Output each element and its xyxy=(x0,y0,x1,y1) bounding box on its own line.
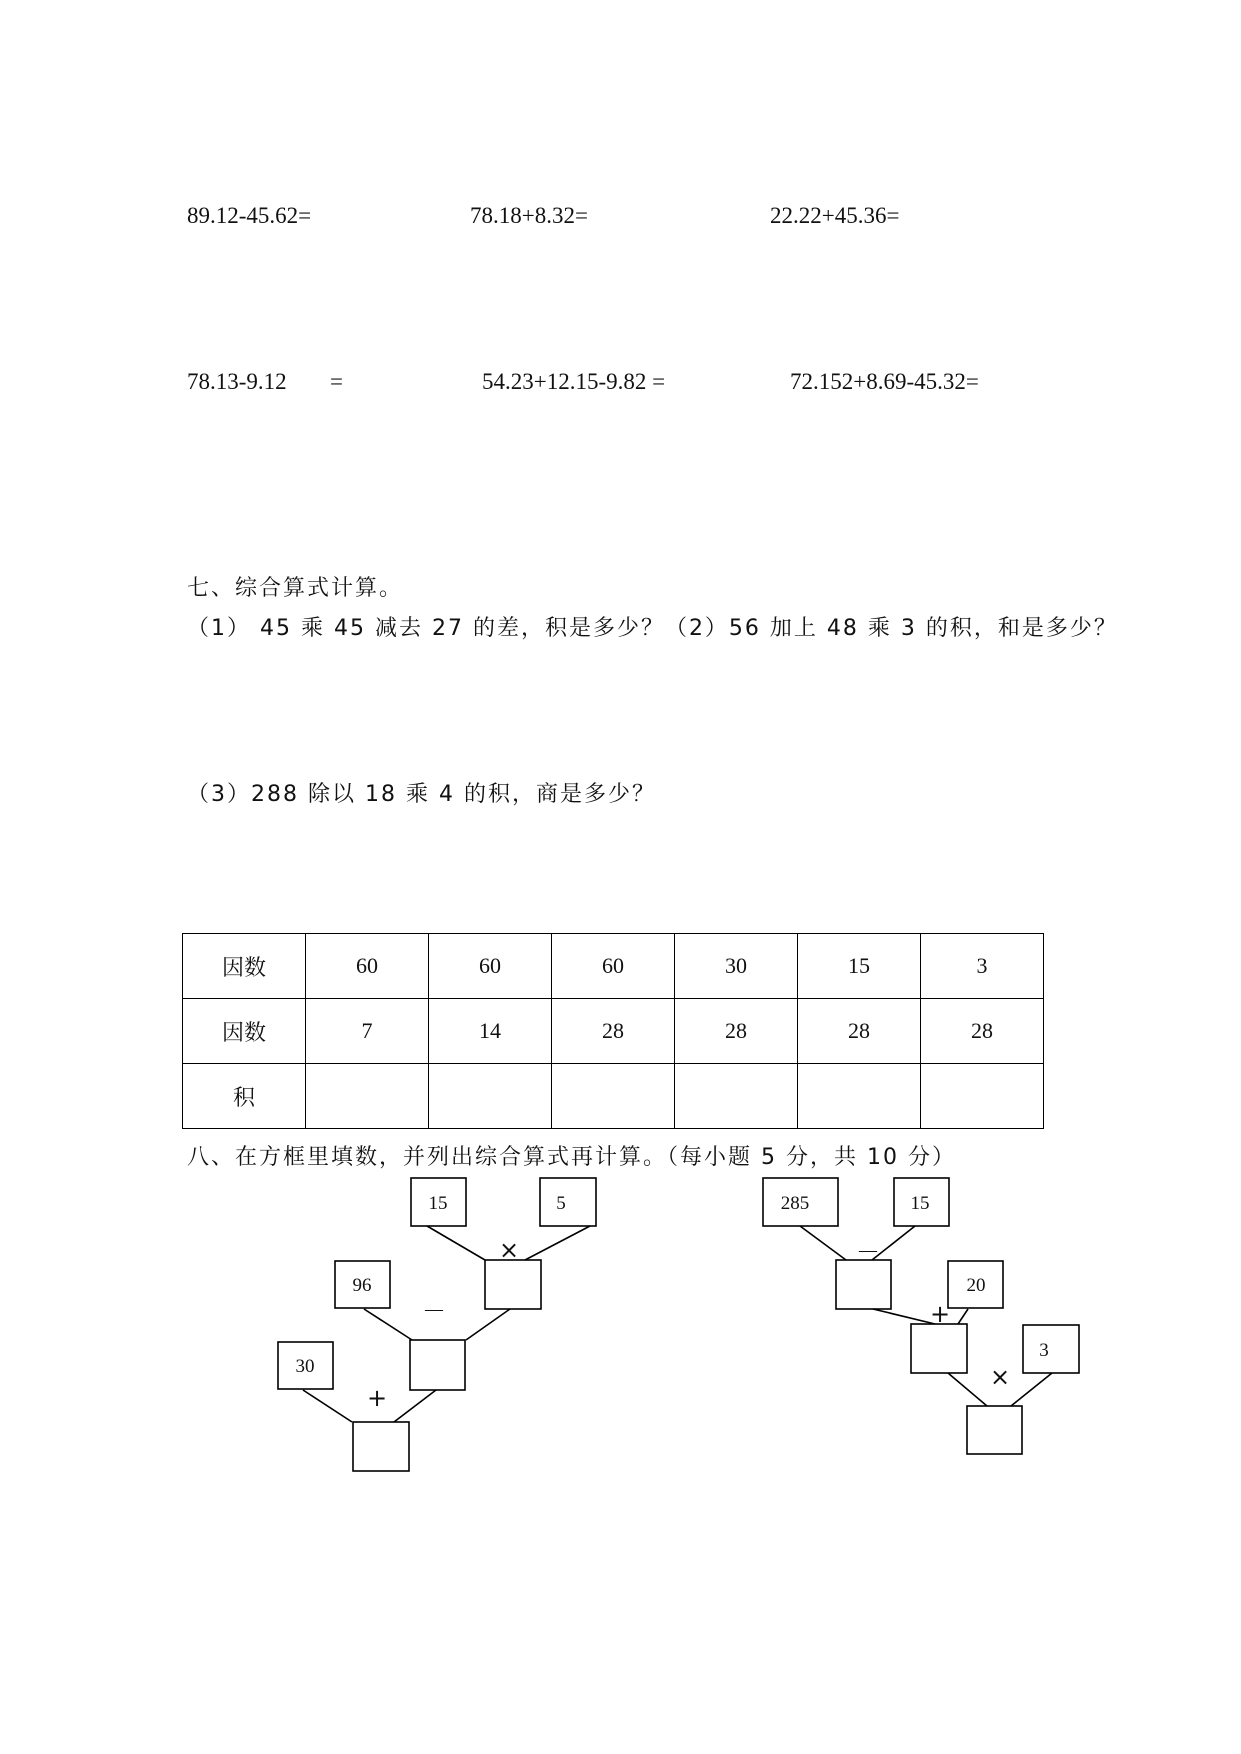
table-cell: 28 xyxy=(798,999,921,1064)
tree2-answer-box-3[interactable] xyxy=(967,1406,1022,1454)
row-header: 因数 xyxy=(183,934,306,999)
tree1-op-1: × xyxy=(498,1236,520,1264)
tree1-value-b: 5 xyxy=(556,1193,566,1214)
tree-line xyxy=(303,1390,352,1422)
table-cell: 28 xyxy=(552,999,675,1064)
tree2-box-d xyxy=(1023,1325,1079,1373)
tree2-answer-box-1[interactable] xyxy=(836,1260,891,1309)
tree1-value-a: 15 xyxy=(428,1193,448,1214)
row-header: 因数 xyxy=(183,999,306,1064)
table-cell: 15 xyxy=(798,934,921,999)
tree-line xyxy=(948,1373,987,1406)
tree2-op-1: － xyxy=(856,1238,880,1266)
tree-line xyxy=(394,1390,436,1422)
tree1-box-b xyxy=(540,1178,596,1226)
tree2-answer-box-2[interactable] xyxy=(911,1324,967,1373)
tree2-value-a: 285 xyxy=(780,1193,810,1214)
calc-2-3: 72.152+8.69-45.32= xyxy=(790,369,979,394)
section8-title: 八、在方框里填数，并列出综合算式再计算。（每小题 5 分，共 10 分） xyxy=(187,1145,956,1170)
table-cell: 28 xyxy=(675,999,798,1064)
section7-q3: （3）288 除以 18 乘 4 的积，商是多少？ xyxy=(187,782,656,807)
table-cell: 30 xyxy=(675,934,798,999)
tree1-op-2: － xyxy=(422,1297,446,1325)
tree2-op-2: + xyxy=(929,1300,951,1328)
tree1-answer-box-3[interactable] xyxy=(353,1422,409,1471)
tree2-value-b: 15 xyxy=(910,1193,930,1214)
tree-line xyxy=(958,1309,968,1324)
tree1-value-c: 96 xyxy=(352,1275,372,1296)
row-header: 积 xyxy=(183,1064,306,1129)
calc-1-1: 89.12-45.62= xyxy=(187,203,312,228)
tree1-answer-box-2[interactable] xyxy=(410,1340,465,1390)
tree-line xyxy=(466,1309,510,1340)
table-cell: 60 xyxy=(552,934,675,999)
table-cell: 3 xyxy=(921,934,1044,999)
tree-line xyxy=(525,1226,590,1260)
table-cell: 28 xyxy=(921,999,1044,1064)
table-cell: 14 xyxy=(429,999,552,1064)
tree-line xyxy=(873,1309,935,1324)
tree1-value-d: 30 xyxy=(295,1356,315,1377)
tree1-op-3: + xyxy=(366,1384,388,1412)
calc-2-2: 54.23+12.15-9.82 = xyxy=(482,369,666,394)
tree2-value-c: 20 xyxy=(966,1275,986,1296)
table-cell: 60 xyxy=(306,934,429,999)
tree-line xyxy=(427,1226,485,1260)
tree-line xyxy=(800,1226,846,1260)
section7-title: 七、综合算式计算。 xyxy=(187,576,404,601)
tree1-answer-box-1[interactable] xyxy=(485,1260,541,1309)
tree2-op-3: × xyxy=(989,1363,1011,1391)
calc-2-1-expr: 78.13-9.12 xyxy=(187,369,287,394)
tree2-value-d: 3 xyxy=(1039,1340,1049,1361)
tree-line xyxy=(364,1309,412,1340)
tree-line xyxy=(1011,1373,1052,1406)
calc-1-2: 78.18+8.32= xyxy=(470,203,588,228)
calc-2-1-eq: = xyxy=(330,369,343,394)
table-cell: 7 xyxy=(306,999,429,1064)
table-cell: 60 xyxy=(429,934,552,999)
section7-q12: （1） 45 乘 45 减去 27 的差，积是多少？（2）56 加上 48 乘 3 的积，和是多少？ xyxy=(187,616,1118,641)
calc-1-3: 22.22+45.36= xyxy=(770,203,900,228)
